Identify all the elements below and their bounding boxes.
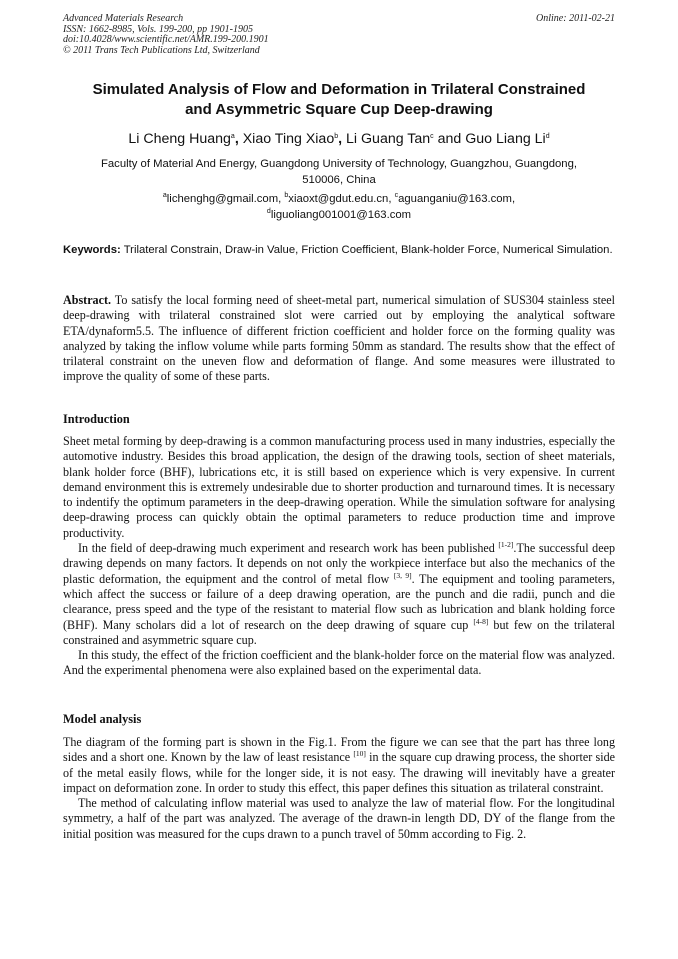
paragraph: The method of calculating inflow material was used to analyze the law of material flow. For the longitudinal symmetry, a half of the part was analyzed. The average of the drawn-in length DD, DY of the flange from the initial position was measured for the cups drawn to a punch travel of 50mm according to Fig. 2. — [63, 796, 615, 841]
copyright-line: © 2011 Trans Tech Publications Ltd, Switzerland — [63, 44, 260, 56]
paragraph: Sheet metal forming by deep-drawing is a common manufacturing process used in many industries, especially the automotive industry. Besides this broad application, the design of the drawing tools, section of sheet materials, blank holder force (BHF), lubrications etc, it is still based on experience which is very expensive. In current demand environment this is extremely undesirable due to shorter production and turnaround times. It is necessary to indentify the optimum parameters in the deep-drawing operation. While the simulation software for analysing deep-drawing process can quickly obtain the optimal parameters to reduce production time and improve productivity. — [63, 434, 615, 540]
paragraph: The diagram of the forming part is shown in the Fig.1. From the figure we can see that the part has three long sides and a short one. Known by the law of least resistance [10] in the square cup drawing process, the shorter side of the metal easily flows, while for the longer side, it is not easy. The drawing will inevitably have a greater impact on deformation zone. In order to study this effect, this paper defines this situation as trilateral constraint. — [63, 735, 615, 795]
journal-name: Advanced Materials Research — [63, 13, 184, 24]
author-name: Xiao Ting Xiao — [242, 131, 335, 147]
section-heading-model-analysis: Model analysis — [63, 712, 142, 726]
keywords-text: Trilateral Constrain, Draw-in Value, Friction Coefficient, Blank-holder Force, Numerical Simulation. — [123, 244, 613, 256]
author-name: Guo Liang Li — [465, 131, 546, 147]
author-affil-mark: c — [430, 133, 434, 140]
citation[interactable]: [10] — [353, 749, 366, 759]
author-conjunction: and — [437, 131, 462, 147]
issn-line: ISSN: 1662-8985, Vols. 199-200, pp 1901-1905 — [63, 23, 253, 35]
author-list: Li Cheng Huang$^a$, Xiao Ting Xiao$^b$, Li Guang Tan$^c$ and Guo Liang Li$^d$ — [128, 131, 550, 147]
model-analysis-body — [63, 735, 615, 842]
citation[interactable]: [1-2] — [498, 540, 514, 550]
email-address[interactable]: liguoliang001001@163.com — [270, 208, 412, 221]
author-affil-mark: a — [230, 133, 235, 140]
paragraph: In this study, the effect of the friction coefficient and the blank-holder force on the material flow was analyzed. And the experimental phenomena were also explained based on the experimental data. — [63, 648, 615, 678]
email-address[interactable]: lichenghg@gmail.com, — [166, 193, 282, 205]
paper-title — [60, 80, 618, 120]
title-line-1: Simulated Analysis of Flow and Deformation in Trilateral Constrained — [92, 81, 586, 98]
keywords-label: Keywords: — [63, 244, 121, 256]
author-affil-mark: b — [334, 133, 339, 140]
section-heading-introduction: Introduction — [63, 412, 130, 426]
abstract-text: To satisfy the local forming need of sheet-metal part, numerical simulation of SUS304 stainless steel deep-drawing with trilateral constrained slot were carried out by employing the analytical software ETA/dynaform5.5. The influence of different friction coefficient and holder force on the forming quality was analyzed by taking the inflow volume while parts forming 50mm as standard. The results show that the effect of trilateral constraint on the uneven flow and deformation of flange. And some measures were illustrated to improve the quality of some of these parts. — [63, 293, 615, 384]
citation[interactable]: [3, 9] — [393, 570, 412, 580]
affiliation: Faculty of Material And Energy, Guangdong University of Technology, Guangzhou, Guangdong, 510006, China — [100, 158, 578, 186]
abstract-label: Abstract. — [63, 293, 112, 307]
email-address[interactable]: aguanganiu@163.com, — [398, 193, 516, 205]
paragraph: In the field of deep-drawing much experiment and research work has been published [1-2].The successful deep drawing depends on many factors. It depends on not only the workpiece interface but also the mechanics of the plastic deformation, the equipment and the control of metal flow [3, 9]. The equipment and tooling parameters, which affect the success or failure of a deep drawing operation, are the punch and die radii, punch and die clearance, press speed and the type of the resistant to material flow such as lubrication and blank holding force (BHF). Many scholars did a lot of research on the deep drawing of square cup [4-8] but few on the trilateral constrained and asymmetric square cup. — [63, 540, 616, 647]
abstract — [63, 293, 615, 385]
author-name: Li Guang Tan — [346, 131, 431, 147]
keywords — [63, 243, 615, 259]
citation[interactable]: [4-8] — [473, 616, 489, 626]
online-date: Online: 2011-02-21 — [536, 13, 615, 24]
author-affil-mark: d — [545, 133, 550, 140]
running-header — [63, 14, 615, 56]
email-list: $^a$lichenghg@gmail.com, $^b$xiaoxt@gdut.edu.cn, $^c$aguanganiu@163.com, $^d$liguoliang001001@163.com — [162, 192, 516, 221]
email-address[interactable]: xiaoxt@gdut.edu.cn, — [288, 193, 392, 205]
introduction-body — [63, 434, 615, 679]
doi-line: doi:10.4028/www.scientific.net/AMR.199-200.1901 — [63, 34, 269, 46]
title-line-2: and Asymmetric Square Cup Deep-drawing — [185, 101, 493, 118]
author-name: Li Cheng Huang — [128, 131, 231, 147]
